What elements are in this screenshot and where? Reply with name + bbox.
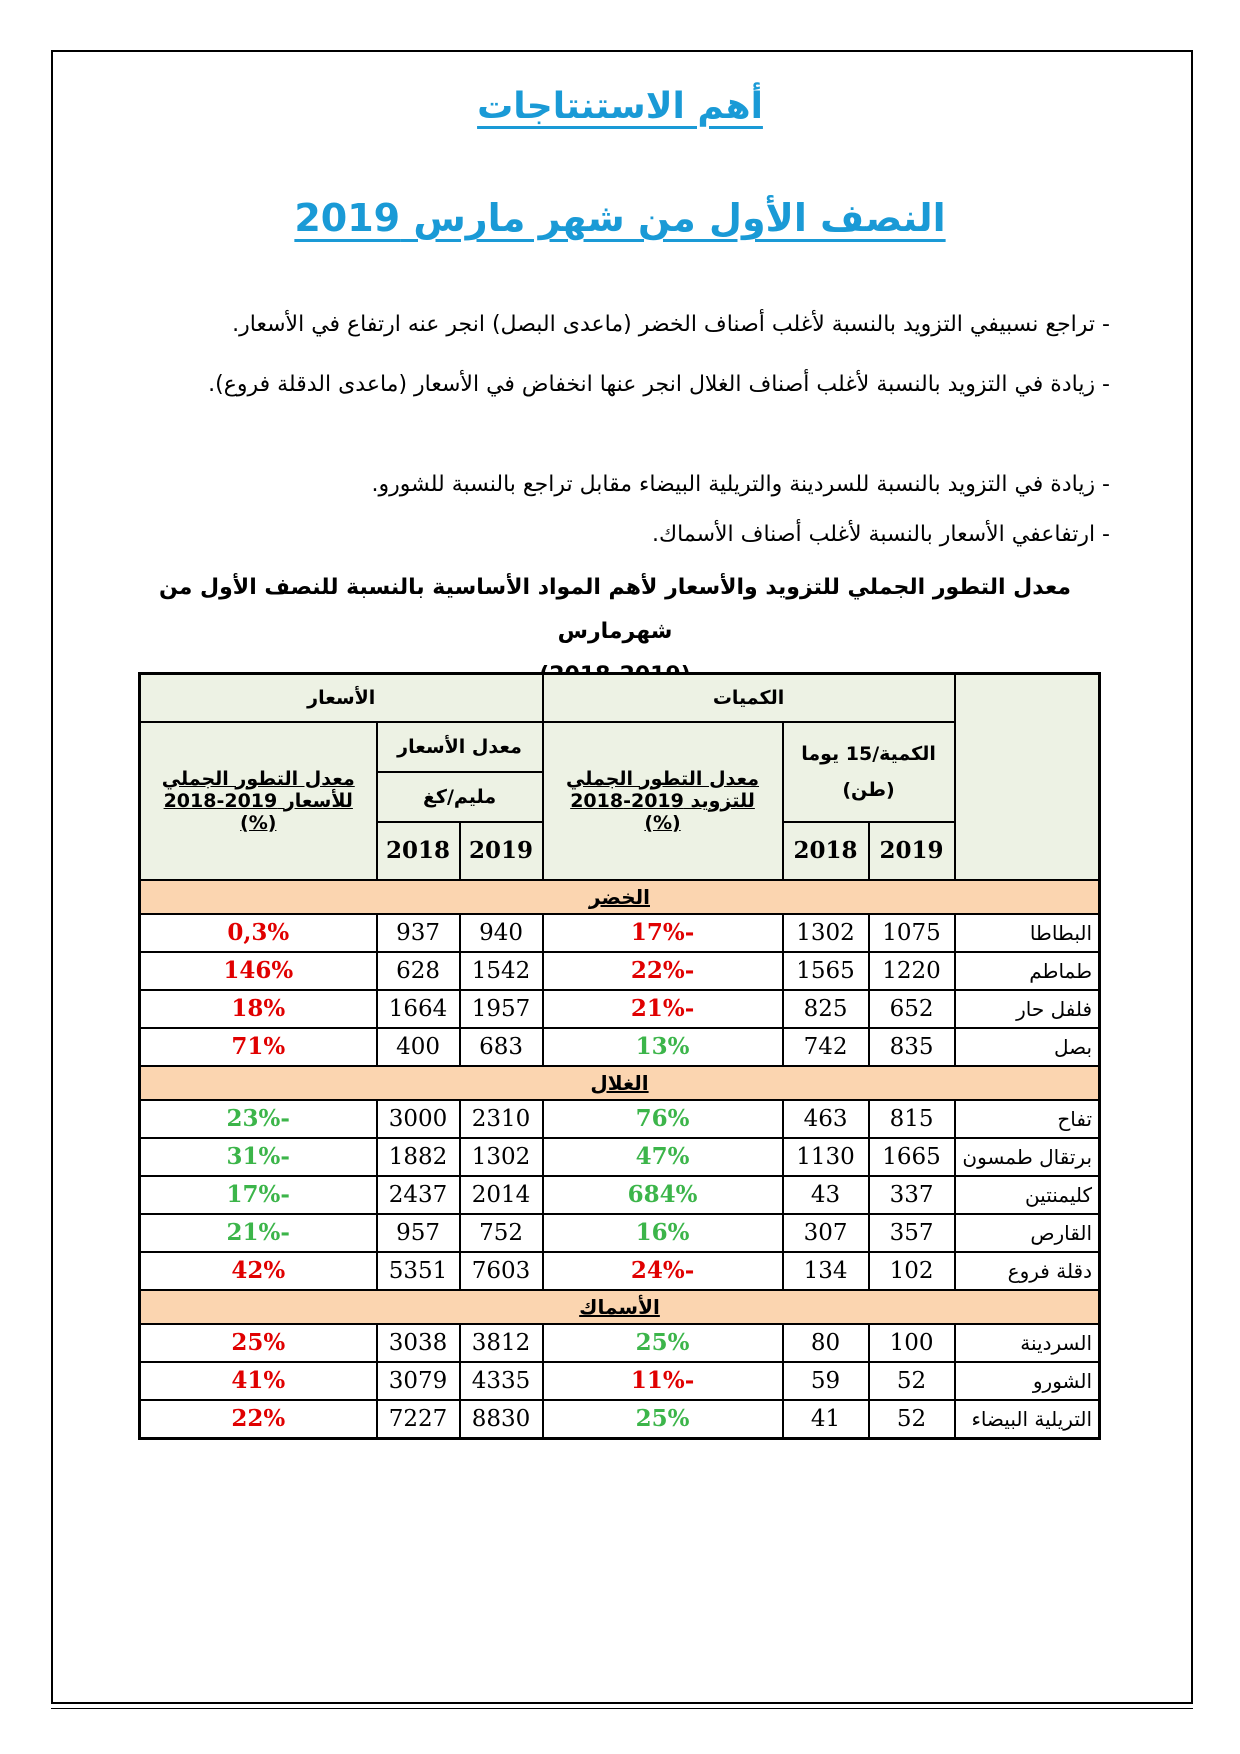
paragraph-4: - ارتفاعفي الأسعار بالنسبة لأغلب أصناف الأسماك.: [652, 522, 1110, 547]
price-change: 0,3%: [140, 914, 377, 952]
product-name: الشورو: [955, 1362, 1100, 1400]
table-row: [140, 1214, 1100, 1252]
product-name: برتقال طمسون: [955, 1138, 1100, 1176]
header-prices: الأسعار: [140, 674, 543, 722]
price-change: 41%: [140, 1362, 377, 1400]
product-name: فلفل حار: [955, 990, 1100, 1028]
table-caption-line-1: معدل التطور الجملي للتزويد والأسعار لأهم المواد الأساسية بالنسبة للنصف الأول من شهرمارس: [158, 575, 1072, 644]
qty-2019: 100: [869, 1324, 955, 1362]
qty-2018: 742: [783, 1028, 869, 1066]
header-qty-2019: 2019: [869, 822, 955, 880]
qty-2019: 52: [869, 1362, 955, 1400]
page-frame-bottom-line: [51, 1708, 1193, 1709]
price-change: -31%: [140, 1138, 377, 1176]
qty-2018: 134: [783, 1252, 869, 1290]
header-price-change-line-2: للأسعار 2019-2018: [163, 789, 353, 812]
qty-2019: 652: [869, 990, 955, 1028]
qty-2019: 835: [869, 1028, 955, 1066]
qty-2018: 1302: [783, 914, 869, 952]
table-row: [140, 1324, 1100, 1362]
table-row: [140, 1252, 1100, 1290]
header-qty-change-line-1: معدل التطور الجملي: [566, 767, 760, 790]
price-2019: 2014: [460, 1176, 543, 1214]
price-change: 42%: [140, 1252, 377, 1290]
product-name: بصل: [955, 1028, 1100, 1066]
price-change: 146%: [140, 952, 377, 990]
qty-2018: 307: [783, 1214, 869, 1252]
price-2018: 3000: [377, 1100, 460, 1138]
price-2018: 1664: [377, 990, 460, 1028]
header-price-change-line-3: (%): [240, 811, 277, 834]
header-price-2019: 2019: [460, 822, 543, 880]
product-name: دقلة فروع: [955, 1252, 1100, 1290]
qty-2018: 59: [783, 1362, 869, 1400]
qty-2019: 1075: [869, 914, 955, 952]
qty-2018: 1130: [783, 1138, 869, 1176]
qty-change: 76%: [543, 1100, 783, 1138]
product-name: كليمنتين: [955, 1176, 1100, 1214]
price-2019: 752: [460, 1214, 543, 1252]
qty-change: 13%: [543, 1028, 783, 1066]
product-name: القارص: [955, 1214, 1100, 1252]
qty-2018: 825: [783, 990, 869, 1028]
price-2018: 3038: [377, 1324, 460, 1362]
header-qty-change: [543, 722, 783, 880]
price-2019: 683: [460, 1028, 543, 1066]
qty-2018: 1565: [783, 952, 869, 990]
qty-2018: 463: [783, 1100, 869, 1138]
table-row: [140, 1100, 1100, 1138]
header-price-2018: 2018: [377, 822, 460, 880]
qty-2019: 815: [869, 1100, 955, 1138]
paragraph-1: - تراجع نسبيفي التزويد بالنسبة لأغلب أصناف الخضر (ماعدى البصل) انجر عنه ارتفاع في الأسعار.: [232, 312, 1110, 337]
qty-2019: 1665: [869, 1138, 955, 1176]
price-change: 71%: [140, 1028, 377, 1066]
product-name: السردينة: [955, 1324, 1100, 1362]
category-label: الأسماك: [140, 1290, 1100, 1324]
table-row: [140, 952, 1100, 990]
qty-change: -17%: [543, 914, 783, 952]
header-qty-15days-label: الكمية/15 يوما: [801, 742, 936, 765]
table-row: [140, 1028, 1100, 1066]
qty-change: -24%: [543, 1252, 783, 1290]
category-row: [140, 1066, 1100, 1100]
price-2019: 940: [460, 914, 543, 952]
qty-change: -11%: [543, 1362, 783, 1400]
qty-2019: 1220: [869, 952, 955, 990]
qty-2018: 41: [783, 1400, 869, 1439]
price-2019: 1957: [460, 990, 543, 1028]
category-label: الخضر: [140, 880, 1100, 914]
qty-2019: 52: [869, 1400, 955, 1439]
price-2018: 2437: [377, 1176, 460, 1214]
qty-change: 684%: [543, 1176, 783, 1214]
qty-change: 25%: [543, 1400, 783, 1439]
main-title: أهم الاستنتاجات: [477, 86, 763, 127]
price-2018: 5351: [377, 1252, 460, 1290]
category-row: [140, 880, 1100, 914]
qty-change: -21%: [543, 990, 783, 1028]
paragraph-2: - زيادة في التزويد بالنسبة لأغلب أصناف الغلال انجر عنها انخفاض في الأسعار (ماعدى الدقلة فروع).: [208, 372, 1110, 397]
table-row: [140, 1138, 1100, 1176]
header-quantities: الكميات: [543, 674, 955, 722]
price-change: -23%: [140, 1100, 377, 1138]
category-row: [140, 1290, 1100, 1324]
price-2019: 3812: [460, 1324, 543, 1362]
header-corner: [955, 674, 1100, 880]
table-row: [140, 990, 1100, 1028]
table-row: [140, 1400, 1100, 1439]
header-qty-unit: (طن): [842, 778, 895, 801]
header-avg-prices: [377, 722, 543, 822]
price-2018: 3079: [377, 1362, 460, 1400]
qty-2018: 43: [783, 1176, 869, 1214]
qty-2018: 80: [783, 1324, 869, 1362]
category-label: الغلال: [140, 1066, 1100, 1100]
product-name: البطاطا: [955, 914, 1100, 952]
paragraph-3: - زيادة في التزويد بالنسبة للسردينة والتريلية البيضاء مقابل تراجع بالنسبة للشورو.: [371, 472, 1110, 497]
header-price-change: [140, 722, 377, 880]
product-name: التريلية البيضاء: [955, 1400, 1100, 1439]
table-row: [140, 914, 1100, 952]
price-2019: 8830: [460, 1400, 543, 1439]
header-price-unit: مليم/كغ: [422, 785, 497, 808]
qty-change: -22%: [543, 952, 783, 990]
qty-change: 25%: [543, 1324, 783, 1362]
price-2018: 628: [377, 952, 460, 990]
price-2018: 7227: [377, 1400, 460, 1439]
price-change: 18%: [140, 990, 377, 1028]
price-2018: 957: [377, 1214, 460, 1252]
price-2018: 1882: [377, 1138, 460, 1176]
product-name: طماطم: [955, 952, 1100, 990]
qty-2019: 357: [869, 1214, 955, 1252]
price-2019: 1542: [460, 952, 543, 990]
qty-change: 16%: [543, 1214, 783, 1252]
price-change: -17%: [140, 1176, 377, 1214]
product-name: تفاح: [955, 1100, 1100, 1138]
price-2019: 1302: [460, 1138, 543, 1176]
header-avg-prices-label: معدل الأسعار: [378, 723, 542, 773]
price-2018: 937: [377, 914, 460, 952]
price-change: -21%: [140, 1214, 377, 1252]
price-2019: 4335: [460, 1362, 543, 1400]
price-2019: 2310: [460, 1100, 543, 1138]
header-qty-change-line-3: (%): [644, 811, 681, 834]
qty-change: 47%: [543, 1138, 783, 1176]
price-change: 22%: [140, 1400, 377, 1439]
price-change: 25%: [140, 1324, 377, 1362]
table-row: [140, 1362, 1100, 1400]
table-row: [140, 1176, 1100, 1214]
header-qty-change-line-2: للتزويد 2019-2018: [570, 789, 755, 812]
sub-title: النصف الأول من شهر مارس 2019: [294, 196, 946, 240]
price-2018: 400: [377, 1028, 460, 1066]
header-price-change-line-1: معدل التطور الجملي: [161, 767, 355, 790]
header-qty-15days: [783, 722, 955, 822]
qty-2019: 102: [869, 1252, 955, 1290]
qty-2019: 337: [869, 1176, 955, 1214]
header-qty-2018: 2018: [783, 822, 869, 880]
price-2019: 7603: [460, 1252, 543, 1290]
supply-price-table: [138, 672, 1101, 1440]
